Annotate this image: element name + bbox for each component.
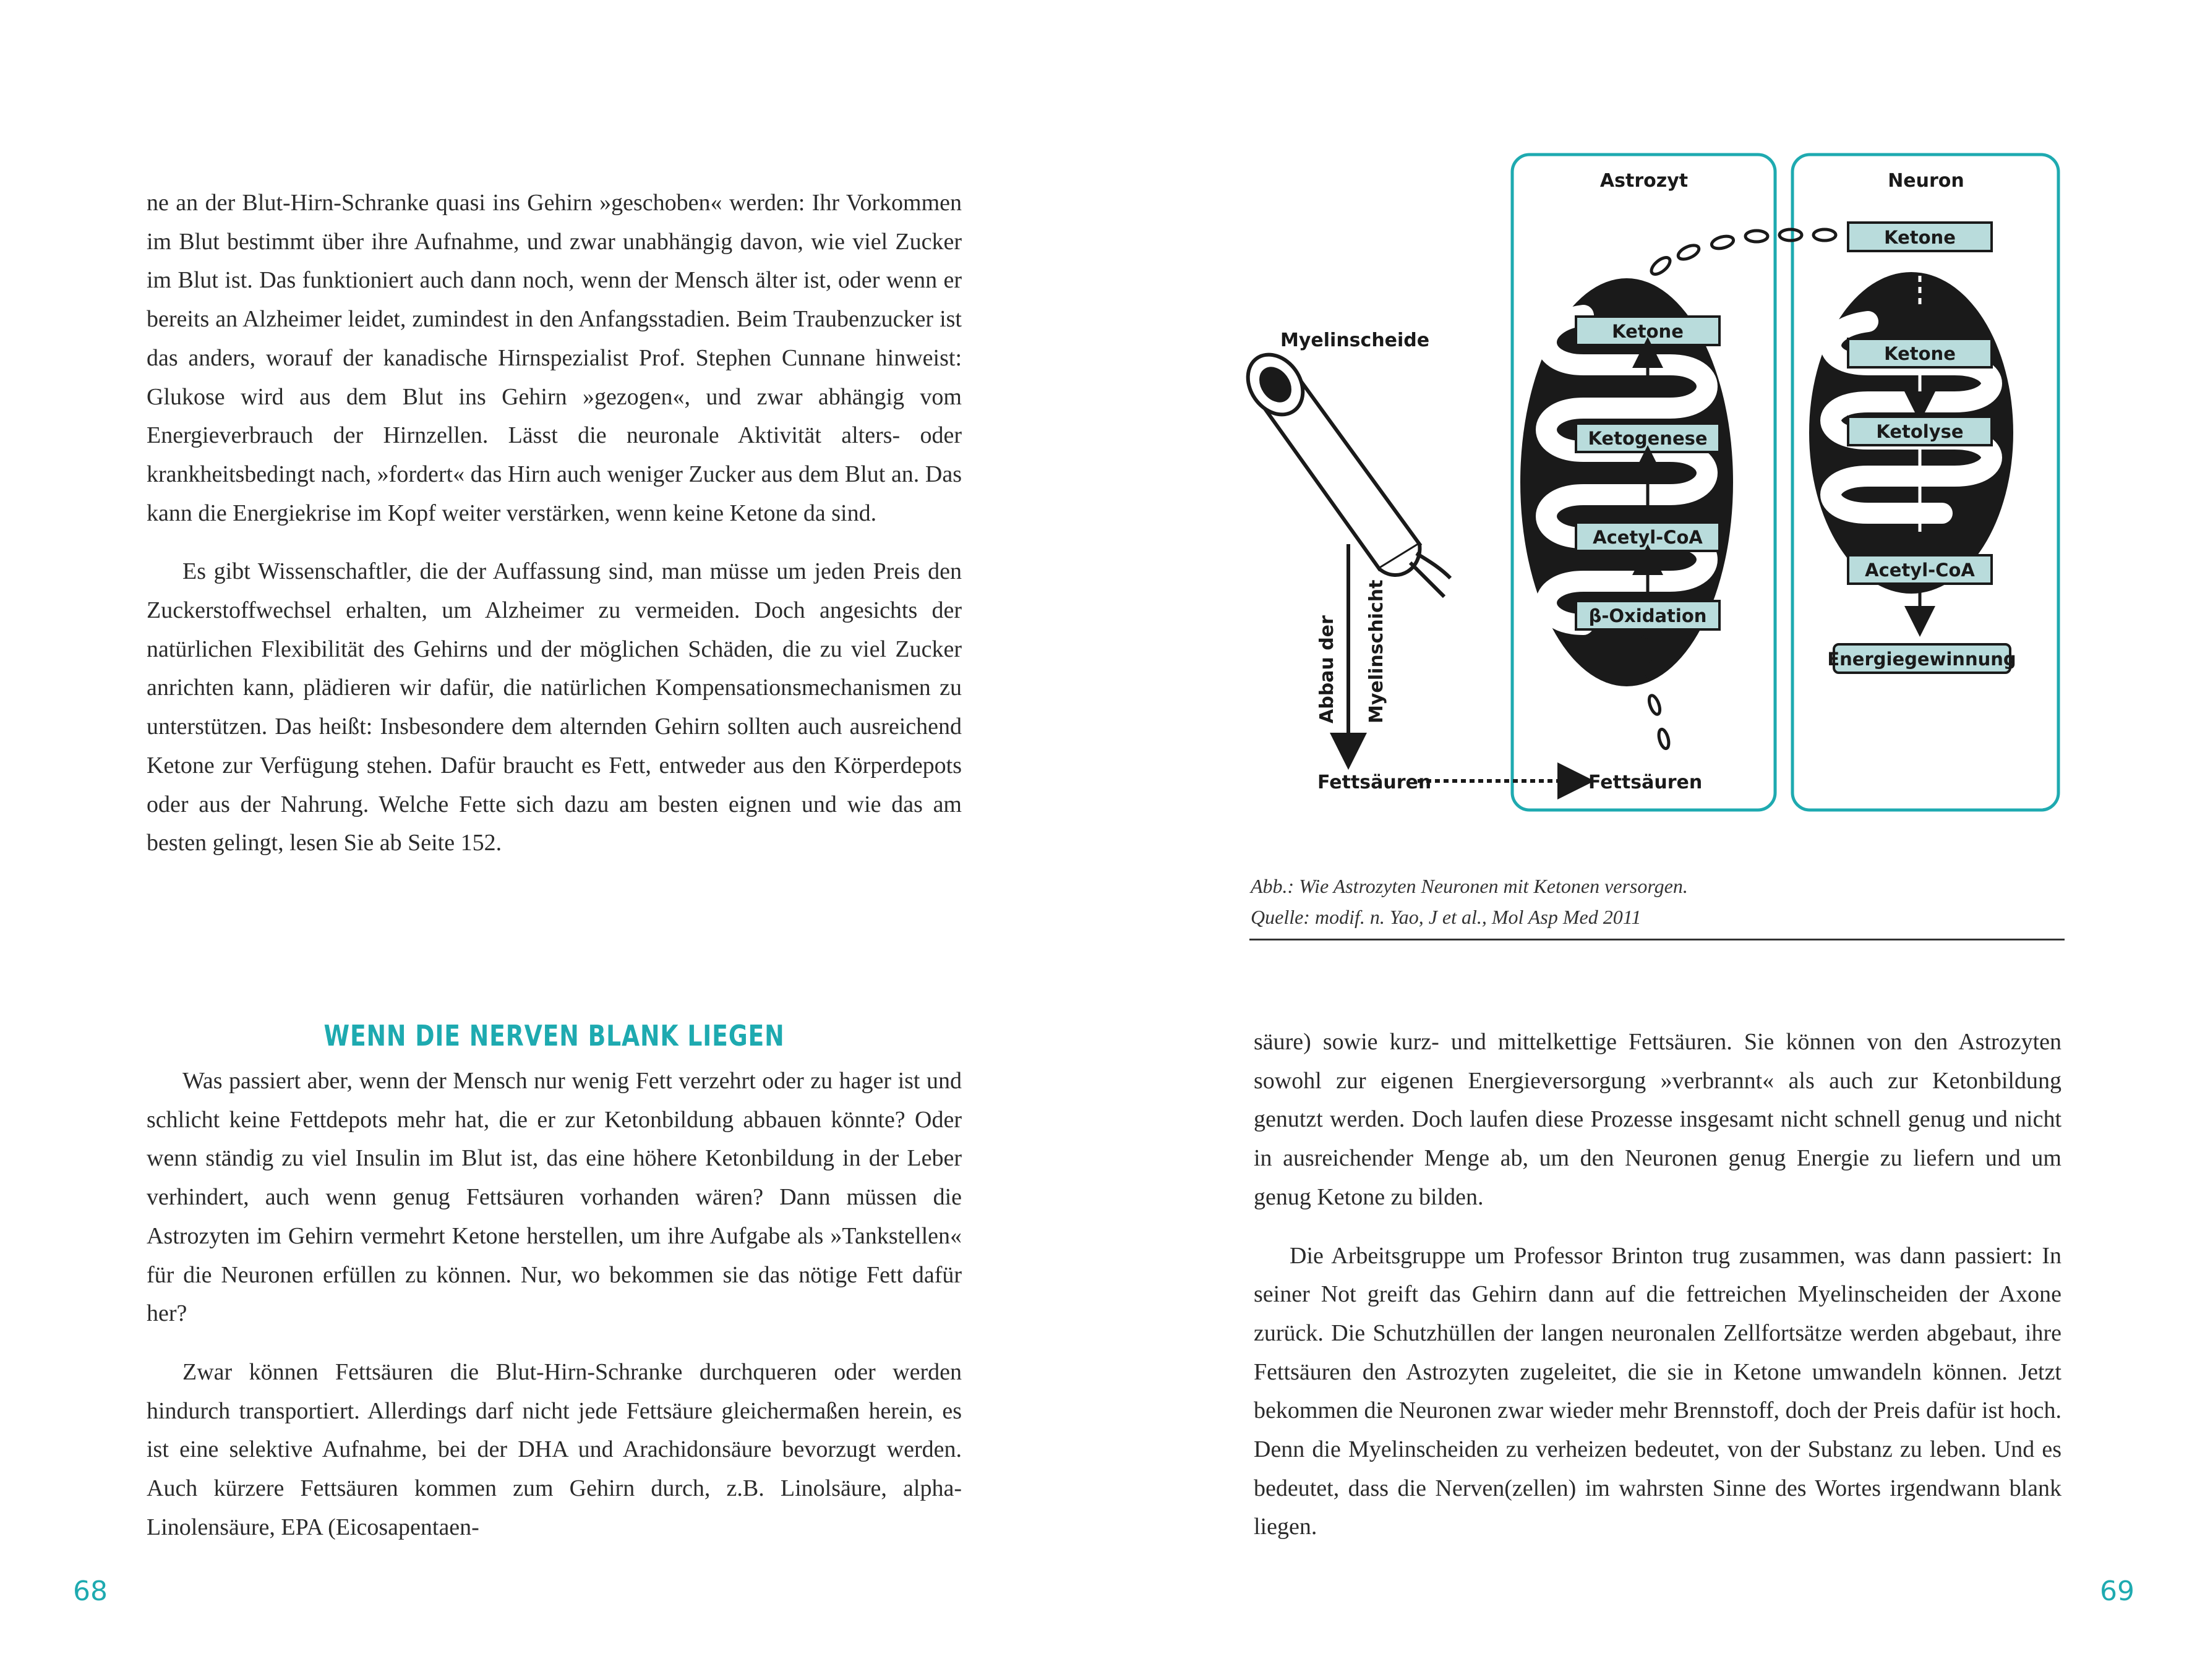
astrocyte-step-beta-oxidation (1576, 601, 1719, 629)
body-paragraph: Zwar können Fettsäuren die Blut-Hirn-Schranke durchqueren oder werden hindurch transportiert. Allerdings darf nicht jede Fettsäure gleichermaßen herein, es ist eine selektive Aufnahme, bei der DHA und Arachidonsäure bevorzugt werden. Auch kürzere Fettsäuren kommen zum Gehirn durch, z.B. Linolsäure, alpha-Linolensäure, EPA (Eicosapentaen- (147, 1358, 962, 1540)
breakdown-label-1: Abbau der (1316, 615, 1338, 723)
fatty-acids-label-left: Fettsäuren (1317, 772, 1432, 793)
caption-source: Quelle: modif. n. Yao, J et al., Mol Asp Med 2011 (1251, 906, 1642, 928)
astrocyte-step-acetyl-coa (1576, 522, 1719, 551)
figure-caption (1251, 871, 2065, 932)
svg-text:Acetyl-CoA: Acetyl-CoA (1593, 527, 1703, 548)
svg-text:Ketone: Ketone (1884, 227, 1956, 248)
caption-rule (1249, 939, 2065, 940)
body-paragraph: säure) sowie kurz- und mittelkettige Fettsäuren. Sie können von den Astrozyten sowohl zur eigenen Energieversorgung »verbrannt« als auch zur Ketonbildung genutzt werden. Doch laufen diese Prozesse insgesamt nicht schnell genug und nicht in ausreichender Menge ab, um den Neuronen genug Energie zu liefern und um genug Ketone zu bilden. (1254, 1029, 2061, 1210)
svg-text:Ketone: Ketone (1884, 343, 1956, 364)
page-number-right: 69 (2100, 1576, 2134, 1607)
page-number-left: 68 (73, 1576, 108, 1607)
neuron-step-acetyl-coa (1848, 555, 1992, 584)
body-paragraph: Was passiert aber, wenn der Mensch nur wenig Fett verzehrt oder zu hager ist und schlicht keine Fettdepots mehr hat, die er zur Ketonbildung abbauen könnte? Oder wenn ständig zu viel Insulin im Blut ist, das eine höhere Ketonbildung in der Leber verhindert, auch wenn genug Fettsäuren vorhanden wären? Dann müssen die Astrozyten im Gehirn vermehrt Ketone herstellen, um ihre Aufgabe als »Tankstellen« für die Neuronen erfüllen zu können. Nur, wo bekommen sie das nötige Fett dafür her? (147, 1068, 962, 1327)
section-heading: WENN DIE NERVEN BLANK LIEGEN (323, 1019, 785, 1052)
body-paragraph: Es gibt Wissenschaftler, die der Auffassung sind, man müsse um jeden Preis den Zuckerstoffwechsel erhalten, um Alzheimer zu vermeiden. Doch angesichts der natürlichen Flexibilität des Gehirns und der möglichen Schäden, die zu viel Zucker anrichten kann, plädieren wir dafür, die natürlichen Kompensationsmechanismen zu unterstützen. Das heißt: Insbesondere dem alternden Gehirn sollten auch ausreichend Ketone zur Verfügung stehen. Dafür braucht es Fett, entweder aus den Körperdepots oder aus der Nahrung. Welche Fette sich dazu am besten eignen und wie das am besten gelingt, lesen Sie ab Seite 152. (147, 558, 962, 856)
caption-line: Abb.: Wie Astrozyten Neuronen mit Ketonen versorgen. (1251, 875, 1688, 897)
neuron-step-ketolyse (1848, 417, 1992, 445)
svg-text:Ketolyse: Ketolyse (1876, 421, 1964, 442)
astrocyte-neuron-figure (1237, 142, 2078, 835)
myelin-sheath-illustration (1237, 344, 1450, 597)
energy-production-box (1827, 644, 2016, 673)
myelin-label: Myelinscheide (1280, 330, 1430, 351)
right-text-column (1254, 1023, 2061, 1546)
neuron-step-ketone (1848, 339, 1992, 367)
svg-text:Ketone: Ketone (1612, 321, 1684, 342)
neuron-step-ketone-incoming (1848, 223, 1992, 251)
body-paragraph: Die Arbeitsgruppe um Professor Brinton trug zusammen, was dann passiert: In seiner Not greift das Gehirn dann auf die fettreichen Myelinscheiden der Axone zurück. Die Schutzhüllen der langen neuronalen Zellfortsätze werden abgebaut, ihre Fettsäuren den Astrozyten zugeleitet, die sie in Ketone umwandeln können. Jetzt bekommen die Neuronen zwar wieder mehr Brennstoff, doch der Preis dafür ist hoch. Denn die Myelinscheiden zu verheizen bedeutet, von der Substanz zu leben. Und es bedeutet, dass die Nerven(zellen) im wahrsten Sinne des Wortes irgendwann blank liegen. (1254, 1242, 2061, 1540)
astrocyte-title: Astrozyt (1599, 170, 1689, 192)
svg-text:β-Oxidation: β-Oxidation (1588, 605, 1707, 626)
left-text-column-bottom (147, 1062, 962, 1546)
astrocyte-step-ketone (1576, 317, 1719, 345)
svg-text:Energiegewinnung: Energiegewinnung (1827, 649, 2016, 670)
astrocyte-step-ketogenese (1576, 424, 1719, 452)
fatty-acids-label-right: Fettsäuren (1588, 772, 1703, 793)
body-paragraph: ne an der Blut-Hirn-Schranke quasi ins Gehirn »geschoben« werden: Ihr Vorkommen im Blut bestimmt über ihre Aufnahme, und zwar unabhängig davon, wie viel Zucker im Blut ist. Das funktioniert auch dann noch, wenn der Mensch älter ist, oder wenn er bereits an Alzheimer leidet, zumindest in den Anfangsstadien. Beim Traubenzucker ist das anders, worauf der kanadische Hirnspezialist Prof. Stephen Cunnane hinweist: Glukose wird aus dem Blut ins Gehirn »gezogen«, und zwar abhängig vom Energieverbrauch der Hirnzellen. Lässt die neuronale Aktivität alters- oder krankheitsbedingt nach, »fordert« das Hirn auch weniger Zucker aus dem Blut an. Das kann die Energiekrise im Kopf weiter verstärken, wenn keine Ketone da sind. (147, 190, 962, 526)
svg-text:Ketogenese: Ketogenese (1588, 428, 1708, 449)
svg-text:Acetyl-CoA: Acetyl-CoA (1865, 560, 1975, 581)
left-text-column-top (147, 184, 962, 863)
breakdown-label-2: Myelinschicht (1366, 579, 1387, 723)
neuron-title: Neuron (1888, 170, 1964, 192)
